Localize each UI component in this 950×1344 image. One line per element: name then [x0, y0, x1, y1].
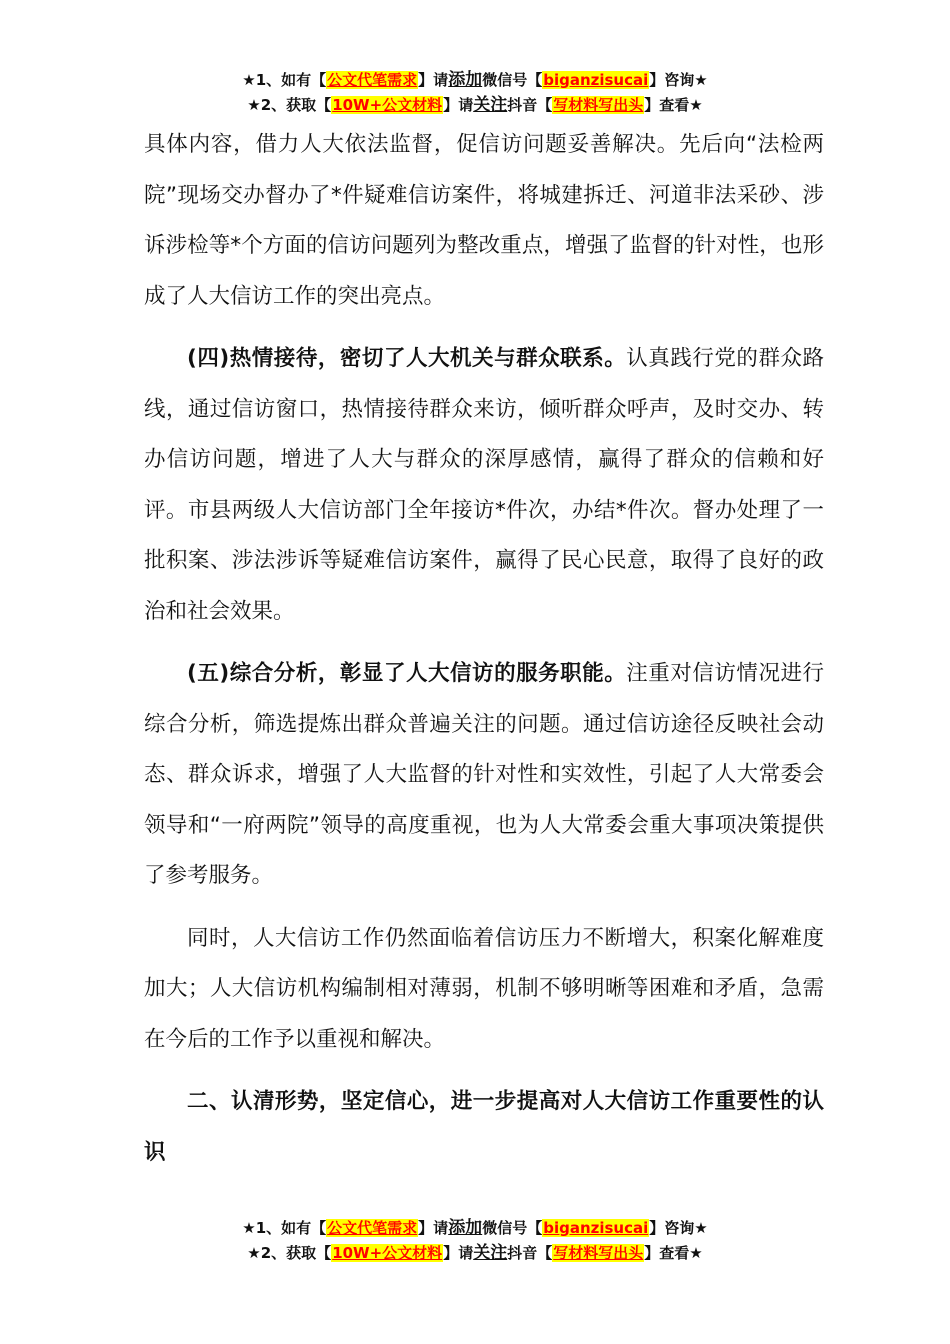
promo-highlight-wechat: biganzisucai	[543, 1219, 649, 1237]
paragraph-section-5: (五)综合分析，彰显了人大信访的服务职能。注重对信访情况进行综合分析，筛选提炼出群众普遍关注的问题。通过信访途径反映社会动态、群众诉求，增强了人大监督的针对性和实效性，引起了人大常委会领导和“一府两院”领导的高度重视，也为人大常委会重大事项决策提供了参考服务。	[144, 661, 824, 888]
promo-highlight-materials: 10W+公文材料	[332, 1244, 443, 1262]
document-body	[144, 120, 824, 1190]
header-promo-banner	[0, 68, 950, 118]
paragraph-summary: 同时，人大信访工作仍然面临着信访压力不断增大，积案化解难度加大；人大信访机构编制相对薄弱，机制不够明晰等困难和矛盾，急需在今后的工作予以重视和解决。	[144, 925, 824, 1052]
promo-line-1: ★1、如有【公文代笔需求】请添加微信号【biganzisucai】咨询★	[242, 70, 708, 90]
paragraph-section-4: (四)热情接待，密切了人大机关与群众联系。认真践行党的群众路线，通过信访窗口，热情接待群众来访，倾听群众呼声，及时交办、转办信访问题，增进了人大与群众的深厚感情，赢得了群众的信赖和好评。市县两级人大信访部门全年接访*件次，办结*件次。督办处理了一批积案、涉法涉诉等疑难信访案件，赢得了民心民意，取得了良好的政治和社会效果。	[144, 346, 824, 624]
section-5-heading: (五)综合分析，彰显了人大信访的服务职能。	[187, 661, 627, 686]
promo-highlight-service: 公文代笔需求	[327, 71, 418, 89]
promo-highlight-materials: 10W+公文材料	[332, 96, 443, 114]
paragraph-continued: 具体内容，借力人大依法监督，促信访问题妥善解决。先后向“法检两院”现场交办督办了*件疑难信访案件，将城建拆迁、河道非法采砂、涉诉涉检等*个方面的信访问题列为整改重点，增强了监督的针对性，也形成了人大信访工作的突出亮点。	[144, 132, 824, 309]
promo-line-2: ★2、获取【10W+公文材料】请关注抖音【写材料写出头】查看★	[247, 95, 703, 115]
promo-line-1: ★1、如有【公文代笔需求】请添加微信号【biganzisucai】咨询★	[242, 1218, 708, 1238]
footer-promo-banner	[0, 1216, 950, 1266]
promo-line-2: ★2、获取【10W+公文材料】请关注抖音【写材料写出头】查看★	[247, 1243, 703, 1263]
chapter-2-heading: 二、认清形势，坚定信心，进一步提高对人大信访工作重要性的认识	[144, 1089, 824, 1165]
promo-highlight-wechat: biganzisucai	[543, 71, 649, 89]
promo-highlight-service: 公文代笔需求	[327, 1219, 418, 1237]
section-4-heading: (四)热情接待，密切了人大机关与群众联系。	[187, 346, 627, 371]
promo-highlight-douyin: 写材料写出头	[553, 96, 644, 114]
promo-highlight-douyin: 写材料写出头	[553, 1244, 644, 1262]
